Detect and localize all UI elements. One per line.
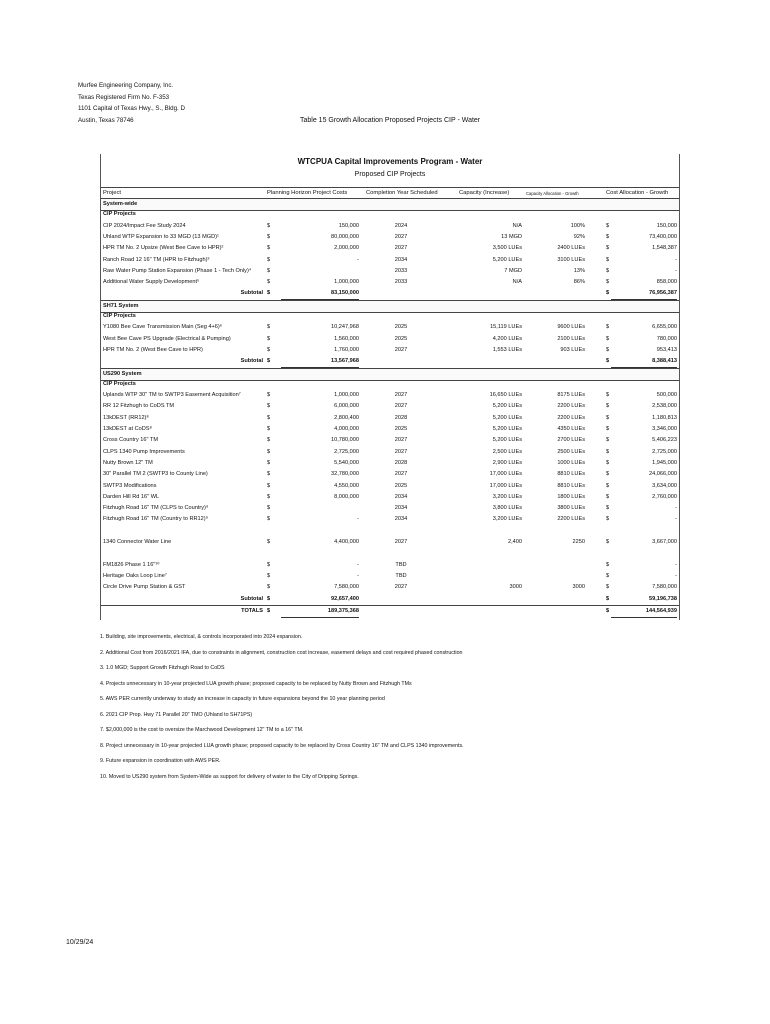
completion-year: 2025: [394, 324, 408, 331]
dollar-sign: $: [267, 493, 271, 500]
dollar-sign: $: [606, 471, 610, 478]
project-name: 1340 Connector Water Line: [103, 539, 172, 545]
capacity-increase: 2,900 LUEs: [492, 459, 522, 466]
project-cost: 2,000,000: [334, 245, 359, 252]
cost-allocation: 1,945,000: [652, 459, 677, 466]
project-cost: -: [357, 561, 359, 568]
subtotal-cost: 83,150,000: [281, 288, 359, 300]
table-row: [101, 503, 679, 514]
capacity-increase: 3,800 LUEs: [492, 505, 522, 512]
dollar-sign: $: [606, 572, 610, 579]
capacity-allocation: 3800 LUEs: [557, 505, 585, 512]
completion-year: 2027: [394, 346, 408, 353]
project-cost: 150,000: [338, 222, 359, 229]
project-name: Raw Water Pump Station Expansion (Phase 1 - Tech Only)⁴: [103, 267, 252, 274]
capacity-increase: 5,200 LUEs: [492, 414, 522, 421]
project-name: CLPS 1340 Pump Improvements: [103, 448, 185, 455]
project-cost: 10,247,968: [331, 324, 359, 331]
capacity-increase: 3000: [509, 584, 522, 591]
cost-allocation: 3,634,000: [652, 482, 677, 489]
table-row: [101, 571, 679, 582]
subtotal-cost-allocation: 59,196,738: [611, 594, 677, 606]
completion-year: 2027: [394, 233, 408, 240]
capacity-allocation: 3000: [572, 584, 585, 591]
completion-year: 2028: [394, 459, 408, 466]
capacity-allocation: 903 LUEs: [560, 346, 585, 353]
capacity-increase: 5,200 LUEs: [492, 403, 522, 410]
dollar-sign: $: [606, 482, 610, 489]
project-name: West Bee Cave PS Upgrade (Electrical & Pumping): [103, 335, 231, 342]
subtotal-cost: 92,657,400: [281, 594, 359, 606]
dollar-sign: $: [606, 595, 610, 602]
table-row: [101, 424, 679, 435]
capacity-allocation: 2200 LUEs: [557, 516, 585, 523]
table-row: [101, 492, 679, 503]
dollar-sign: $: [606, 222, 610, 229]
footnote: 9. Future expansion in coordination with AWS PER.: [100, 758, 221, 765]
project-name: Uhland WTP Expansion to 33 MGD (13 MGD)¹: [103, 233, 219, 240]
cost-allocation: -: [675, 516, 677, 523]
project-name: Nutty Brown 12" TM: [103, 459, 153, 466]
footnote: 1. Building, site improvements, electrical, & controls incorporated into 2024 expansion.: [100, 634, 303, 641]
subtotal-cost: 13,567,968: [281, 356, 359, 368]
col-cost-allocation: Cost Allocation - Growth: [606, 190, 669, 196]
project-cost: 1,000,000: [334, 279, 359, 286]
project-name: Ranch Road 12 16" TM (HPR to Fitzhugh)³: [103, 256, 210, 263]
cost-allocation: 2,725,000: [652, 448, 677, 455]
subtotal-label: Subtotal: [240, 358, 263, 365]
table-row: [101, 401, 679, 412]
table-row: [101, 458, 679, 469]
project-cost: 1,760,000: [334, 346, 359, 353]
project-cost: 10,780,000: [331, 437, 359, 444]
dollar-sign: $: [267, 245, 271, 252]
project-name: RR 12 Fitzhugh to CoDS TM: [103, 403, 175, 410]
dollar-sign: $: [267, 222, 271, 229]
footnote: 6. 2021 CIP Prop. Hwy 71 Parallel 20" TMO (Uhland to SH71PS): [100, 711, 253, 718]
cip-table: [100, 154, 680, 620]
capacity-increase: 17,000 LUEs: [489, 471, 522, 478]
capacity-allocation: 9600 LUEs: [557, 324, 585, 331]
footnote: 3. 1.0 MGD; Support Growth Fitzhugh Road to CoDS: [100, 665, 225, 672]
project-cost: 1,000,000: [334, 392, 359, 399]
dollar-sign: $: [606, 437, 610, 444]
cip-projects-label: CIP Projects: [103, 380, 136, 387]
capacity-increase: 3,200 LUEs: [492, 516, 522, 523]
table-row: [101, 232, 679, 243]
table-row: [101, 390, 679, 401]
footnote: 4. Projects unnecessary in 10-year projected LUA growth phase; proposed capacity to be replaced by Nutty Brown and Fitzhugh TMs: [100, 680, 412, 687]
completion-year: 2028: [394, 414, 408, 421]
totals-label: TOTALS: [241, 607, 263, 614]
subtotal-label: Subtotal: [240, 290, 263, 297]
dollar-sign: $: [267, 233, 271, 240]
completion-year: 2027: [394, 245, 408, 252]
address-line-1: 1101 Capital of Texas Hwy., S., Bldg. D: [78, 105, 185, 112]
cost-allocation: 24,066,000: [649, 471, 677, 478]
dollar-sign: $: [606, 290, 610, 297]
dollar-sign: $: [267, 607, 271, 614]
capacity-allocation: 86%: [573, 279, 585, 286]
project-name: 30" Parallel TM 2 (SWTP3 to County Line): [103, 471, 208, 478]
project-name: SWTP3 Modifications: [103, 482, 157, 489]
dollar-sign: $: [606, 426, 610, 432]
dollar-sign: $: [606, 516, 610, 523]
dollar-sign: $: [267, 346, 271, 353]
cip-projects-label: CIP Projects: [103, 313, 136, 319]
capacity-allocation: 92%: [573, 233, 585, 240]
project-name: Heritage Oaks Loop Line⁷: [103, 572, 167, 579]
subtotal-label: Subtotal: [240, 595, 263, 602]
dollar-sign: $: [267, 414, 271, 421]
dollar-sign: $: [606, 358, 610, 365]
table-row: [101, 560, 679, 571]
table-row: [101, 481, 679, 492]
project-cost: 4,400,000: [334, 539, 359, 545]
dollar-sign: $: [606, 561, 610, 568]
table-row: [101, 334, 679, 345]
project-cost: 5,540,000: [334, 459, 359, 466]
capacity-allocation: 8810 LUEs: [557, 482, 585, 489]
dollar-sign: $: [267, 595, 271, 602]
completion-year: 2027: [394, 539, 408, 545]
cost-allocation: -: [675, 505, 677, 512]
project-cost: 2,725,000: [334, 448, 359, 455]
dollar-sign: $: [267, 584, 271, 591]
dollar-sign: $: [267, 256, 271, 263]
table-row: [101, 447, 679, 458]
cost-allocation: 2,538,000: [652, 403, 677, 410]
capacity-allocation: 2500 LUEs: [557, 448, 585, 455]
project-name: FM1826 Phase 1 16"¹⁰: [103, 561, 160, 568]
dollar-sign: $: [267, 448, 271, 455]
table-row: [101, 277, 679, 288]
completion-year: 2027: [394, 403, 408, 410]
capacity-allocation: 1000 LUEs: [557, 459, 585, 466]
table-row: [101, 526, 679, 537]
project-cost: 4,550,000: [334, 482, 359, 489]
section-title: US290 System: [103, 370, 142, 377]
project-cost: 4,000,000: [334, 426, 359, 432]
project-name: Fitzhugh Road 16" TM (Country to RR12)⁹: [103, 516, 209, 523]
dollar-sign: $: [267, 459, 271, 466]
capacity-allocation: 2700 LUEs: [557, 437, 585, 444]
capacity-increase: 5,200 LUEs: [492, 437, 522, 444]
footnotes: [100, 630, 700, 785]
completion-year: TBD: [395, 572, 407, 579]
cip-label-row: [101, 311, 679, 322]
cost-allocation: 2,760,000: [652, 493, 677, 500]
cost-allocation: 150,000: [656, 222, 677, 229]
subtotal-cost-allocation: 76,956,387: [611, 288, 677, 300]
project-name: HPR TM No. 2 (West Bee Cave to HPR): [103, 346, 203, 353]
dollar-sign: $: [606, 346, 610, 353]
col-cost: Planning Horizon Project Costs: [267, 190, 348, 196]
dollar-sign: $: [267, 324, 271, 331]
footnote: 8. Project unnecessary in 10-year projected LUA growth phase; proposed capacity to be replaced by Cross Country 16" TM and CLPS 1340 improvements.: [100, 742, 464, 749]
capacity-increase: 5,200 LUEs: [492, 256, 522, 263]
completion-year: 2033: [394, 267, 408, 274]
dollar-sign: $: [606, 256, 610, 263]
capacity-allocation: 2200 LUEs: [557, 403, 585, 410]
dollar-sign: $: [267, 572, 271, 579]
capacity-allocation: 4350 LUEs: [557, 426, 585, 432]
project-cost: 32,780,000: [331, 471, 359, 478]
table-row: [101, 255, 679, 266]
capacity-allocation: 8175 LUEs: [557, 392, 585, 399]
dollar-sign: $: [267, 290, 271, 297]
subtotal-row: [101, 594, 679, 605]
project-name: Y1080 Bee Cave Transmission Main (Seg 4+6)⁶: [103, 324, 223, 331]
table-row: [101, 537, 679, 548]
table-row: [101, 266, 679, 277]
table-row: [101, 514, 679, 525]
cost-allocation: 500,000: [656, 392, 677, 399]
totals-cost-allocation: 144,564,939: [611, 606, 677, 618]
dollar-sign: $: [606, 539, 610, 545]
completion-year: 2027: [394, 584, 408, 591]
completion-year: 2027: [394, 392, 408, 399]
dollar-sign: $: [267, 279, 271, 286]
dollar-sign: $: [267, 437, 271, 444]
completion-year: 2025: [394, 426, 408, 432]
project-name: Fitzhugh Road 16" TM (CLPS to Country)⁹: [103, 505, 209, 512]
capacity-increase: 3,200 LUEs: [492, 493, 522, 500]
table-row: [101, 221, 679, 232]
completion-year: 2025: [394, 482, 408, 489]
dollar-sign: $: [606, 493, 610, 500]
table-title: Table 15 Growth Allocation Proposed Projects CIP - Water: [300, 117, 481, 124]
dollar-sign: $: [606, 233, 610, 240]
capacity-increase: 5,200 LUEs: [492, 426, 522, 432]
capacity-increase: 7 MGD: [504, 267, 522, 274]
footnote: 5. AWS PER currently underway to study an increase in capacity in future expansions beyond the 10 year planning period: [100, 696, 385, 703]
capacity-increase: 2,400: [508, 539, 522, 545]
completion-year: 2034: [394, 505, 408, 512]
section-title: System-wide: [103, 201, 138, 207]
dollar-sign: $: [267, 392, 271, 399]
cost-allocation: -: [675, 256, 677, 263]
capacity-allocation: 2100 LUEs: [557, 335, 585, 342]
cost-allocation: -: [675, 267, 677, 274]
dollar-sign: $: [267, 426, 271, 432]
table-row: [101, 322, 679, 333]
dollar-sign: $: [606, 505, 610, 512]
table-row: [101, 548, 679, 559]
project-name: 13kDEST at CoDS⁸: [103, 426, 152, 432]
capacity-allocation: 13%: [573, 267, 585, 274]
col-year: Completion Year Scheduled: [366, 190, 438, 196]
project-name: 13kDEST (RR12)⁸: [103, 414, 149, 421]
table-row: [101, 345, 679, 356]
capacity-increase: 13 MGD: [501, 233, 522, 240]
completion-year: 2034: [394, 516, 408, 523]
completion-year: TBD: [395, 561, 407, 568]
capacity-allocation: 2200 LUEs: [557, 414, 585, 421]
dollar-sign: $: [606, 414, 610, 421]
project-cost: 7,580,000: [334, 584, 359, 591]
project-cost: 6,000,000: [334, 403, 359, 410]
project-name: HPR TM No. 2 Upsize (West Bee Cave to HPR)²: [103, 245, 224, 252]
capacity-increase: 4,200 LUEs: [492, 335, 522, 342]
footnote: 10. Moved to US290 system from System-Wide as support for delivery of water to the City of Dripping Springs.: [100, 773, 359, 780]
dollar-sign: $: [267, 539, 271, 545]
capacity-allocation: 3100 LUEs: [557, 256, 585, 263]
totals-cost: 189,375,368: [281, 606, 359, 618]
cost-allocation: -: [675, 572, 677, 579]
project-name: Additional Water Supply Development⁵: [103, 279, 200, 286]
completion-year: 2025: [394, 335, 408, 342]
col-capacity: Capacity (Increase): [459, 190, 510, 196]
program-title: WTCPUA Capital Improvements Program - Water: [297, 157, 483, 166]
cip-label-row: [101, 209, 679, 220]
cost-allocation: 6,655,000: [652, 324, 677, 331]
dollar-sign: $: [267, 471, 271, 478]
document-date: 10/29/24: [66, 939, 94, 946]
cost-allocation: 5,406,223: [652, 437, 677, 444]
dollar-sign: $: [267, 267, 271, 274]
dollar-sign: $: [267, 505, 271, 512]
completion-year: 2033: [394, 279, 408, 286]
cost-allocation: 953,413: [656, 346, 677, 353]
completion-year: 2027: [394, 437, 408, 444]
cost-allocation: 1,180,813: [652, 414, 677, 421]
dollar-sign: $: [606, 448, 610, 455]
dollar-sign: $: [267, 516, 271, 523]
dollar-sign: $: [267, 482, 271, 489]
firm-number: Texas Registered Firm No. F-353: [78, 93, 170, 101]
project-cost: 1,560,000: [334, 335, 359, 342]
subtotal-row: [101, 356, 679, 367]
capacity-increase: 16,650 LUEs: [489, 392, 522, 399]
dollar-sign: $: [606, 335, 610, 342]
dollar-sign: $: [606, 245, 610, 252]
capacity-increase: 1,553 LUEs: [492, 346, 522, 353]
project-cost: 80,000,000: [331, 233, 359, 240]
capacity-increase: 15,119 LUEs: [490, 324, 522, 331]
footnote: 7. $2,000,000 is the cost to oversize the Marchwood Development 12" TM to a 16" TM.: [100, 727, 304, 734]
cost-allocation: -: [675, 561, 677, 568]
dollar-sign: $: [606, 324, 610, 331]
project-name: CIP 2024/Impact Fee Study 2024: [103, 222, 186, 229]
capacity-increase: N/A: [512, 279, 522, 286]
table-row: [101, 469, 679, 480]
table-row: [101, 435, 679, 446]
dollar-sign: $: [606, 392, 610, 399]
cost-allocation: 7,580,000: [652, 584, 677, 591]
capacity-allocation: 8810 LUEs: [557, 471, 585, 478]
capacity-allocation: 2250: [572, 539, 585, 545]
capacity-increase: 3,500 LUEs: [492, 245, 522, 252]
col-project: Project: [103, 190, 122, 196]
dollar-sign: $: [606, 607, 610, 614]
table-row: [101, 582, 679, 593]
section-title: SH71 System: [103, 302, 139, 309]
company-header: [78, 80, 185, 126]
dollar-sign: $: [606, 279, 610, 286]
completion-year: 2027: [394, 448, 408, 455]
totals-row: [101, 605, 679, 617]
capacity-allocation: 1800 LUEs: [557, 493, 585, 500]
cost-allocation: 858,000: [656, 279, 677, 286]
capacity-allocation: 2400 LUEs: [557, 245, 585, 252]
cost-allocation: 1,548,387: [652, 245, 677, 252]
cip-projects-label: CIP Projects: [103, 211, 136, 218]
completion-year: 2027: [394, 471, 408, 478]
subtotal-row: [101, 288, 679, 299]
cost-allocation: 3,667,000: [652, 539, 677, 545]
table-row: [101, 243, 679, 254]
capacity-increase: N/A: [512, 222, 522, 229]
cost-allocation: 3,346,000: [652, 426, 677, 432]
company-name: Murfee Engineering Company, Inc.: [78, 82, 174, 89]
dollar-sign: $: [606, 403, 610, 410]
dollar-sign: $: [606, 267, 610, 274]
project-cost: -: [357, 572, 359, 579]
dollar-sign: $: [606, 459, 610, 466]
capacity-increase: 2,500 LUEs: [492, 448, 522, 455]
project-cost: -: [357, 256, 359, 263]
completion-year: 2034: [394, 256, 408, 263]
table-row: [101, 413, 679, 424]
project-cost: -: [357, 516, 359, 523]
dollar-sign: $: [606, 584, 610, 591]
project-name: Uplands WTP 30" TM to SWTP3 Easement Acquisition⁷: [103, 392, 241, 399]
project-name: Circle Drive Pump Station & GST: [103, 584, 186, 591]
program-subtitle: Proposed CIP Projects: [354, 171, 426, 178]
dollar-sign: $: [267, 561, 271, 568]
project-cost: 8,000,000: [334, 493, 359, 500]
cost-allocation: 780,000: [656, 335, 677, 342]
subtotal-cost-allocation: 8,388,413: [611, 356, 677, 368]
col-capacity-allocation: Capacity Allocation - Growth: [526, 191, 579, 196]
project-name: Cross Country 16" TM: [103, 437, 159, 444]
capacity-increase: 17,000 LUEs: [489, 482, 522, 489]
dollar-sign: $: [267, 358, 271, 365]
cip-label-row: [101, 379, 679, 390]
completion-year: 2034: [394, 493, 408, 500]
project-cost: 2,800,400: [334, 414, 359, 421]
capacity-allocation: 100%: [570, 222, 585, 229]
cost-allocation: 73,400,000: [649, 233, 677, 240]
dollar-sign: $: [267, 403, 271, 410]
address-line-2: Austin, Texas 78746: [78, 116, 134, 124]
footnote: 2. Additional Cost from 2016/2021 IFA, due to constraints in alignment, construction cost increase, easement delays and cost required phased construction: [100, 649, 463, 656]
project-name: Darden Hill Rd 16" WL: [103, 493, 160, 500]
dollar-sign: $: [267, 335, 271, 342]
completion-year: 2024: [394, 222, 408, 229]
